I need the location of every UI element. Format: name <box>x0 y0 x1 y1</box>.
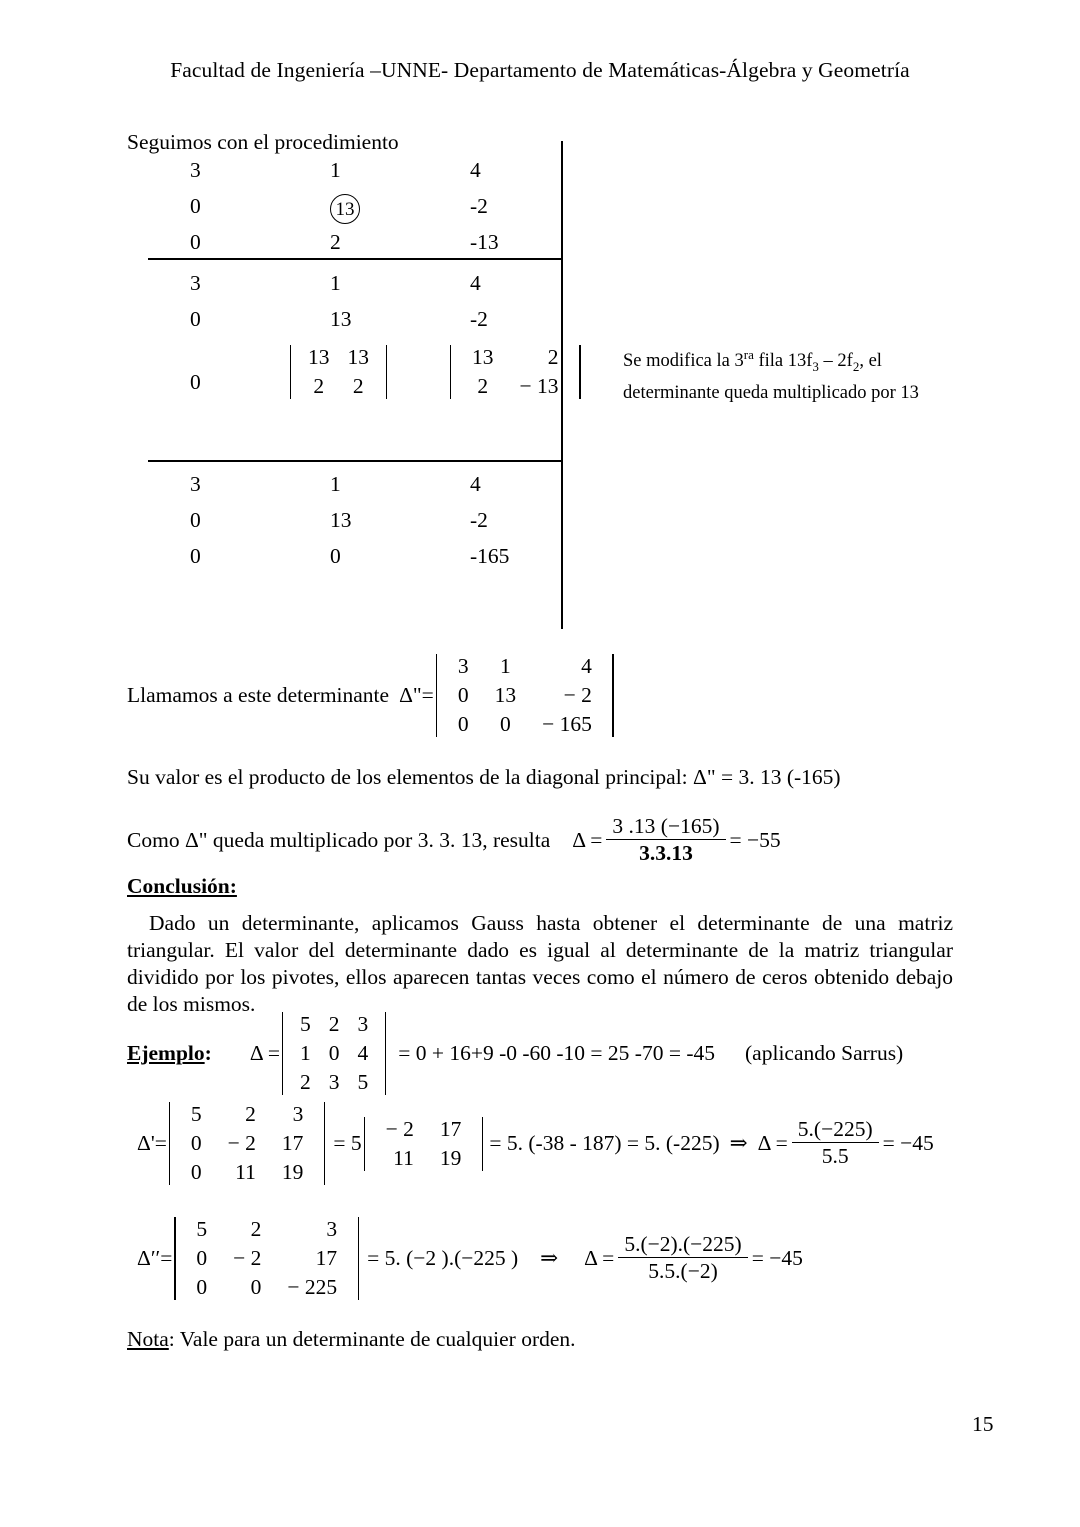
det-cell: 2 <box>477 374 489 398</box>
det-cell: 2 <box>547 345 559 369</box>
ejemplo-method: (aplicando Sarrus) <box>745 1041 904 1065</box>
matrix-cell: 13 <box>330 508 352 532</box>
det-row <box>445 710 605 739</box>
det-cell: 2 <box>299 1070 311 1094</box>
matrix-cell: 4 <box>470 158 481 182</box>
implies-arrow-icon: ⇒ <box>729 1131 748 1155</box>
det-cell: 19 <box>281 1160 304 1184</box>
matrix-cell: -2 <box>470 194 488 218</box>
matrix-cell: -165 <box>470 544 510 568</box>
matrix-cell: 1 <box>330 472 341 496</box>
det-cell: 2 <box>313 374 325 398</box>
det-cell: 0 <box>250 1275 262 1299</box>
matrix-cell: 0 <box>190 307 201 331</box>
fraction-denominator: 5.5.(−2) <box>618 1257 747 1283</box>
matrix-cell: 13 <box>330 307 352 331</box>
delta-prime-row <box>137 1100 934 1187</box>
matrix-cell: 4 <box>470 271 481 295</box>
fraction-numerator: 5.(−2).(−225) <box>624 1232 742 1256</box>
det-row <box>459 343 572 372</box>
det-cell: 5 <box>299 1012 311 1036</box>
det-cell: 0 <box>190 1160 202 1184</box>
det-cell: 0 <box>499 712 511 736</box>
matrix-step-2-top <box>190 265 630 337</box>
det-cell: 13 <box>494 683 517 707</box>
implies-arrow-icon: ⇒ <box>540 1246 559 1270</box>
det-cell: 0 <box>190 1131 202 1155</box>
det-cell: 17 <box>439 1116 462 1141</box>
valor-line: Su valor es el producto de los elementos de la diagonal principal: Δ" = 3. 13 (-165) <box>127 765 841 789</box>
det-cell: 13 <box>347 345 369 369</box>
det-cell: 3 <box>357 1012 369 1036</box>
fraction-result: = −55 <box>729 828 781 852</box>
det-cell: − 2 <box>563 683 592 707</box>
llamamos-label: Llamamos a este determinante <box>127 683 390 707</box>
ejemplo-delta-equals: Δ = <box>249 1041 280 1065</box>
fraction-denominator: 5.5 <box>792 1142 879 1168</box>
matrix-cell: 0 <box>330 544 341 568</box>
det-row <box>291 1039 377 1068</box>
circled-pivot-value: 13 <box>330 194 360 224</box>
matrix-cell: 3 <box>190 271 201 295</box>
det-cell: 3 <box>326 1217 338 1241</box>
fraction-numerator: 3 .13 (−165) <box>612 814 720 838</box>
delta-equals: Δ = <box>572 828 603 852</box>
ejemplo-colon: : <box>204 1041 212 1065</box>
matrix-cell: 3 <box>190 472 201 496</box>
det-cell: 4 <box>581 654 592 678</box>
nota-label: Nota <box>127 1327 169 1351</box>
minor-determinant-b <box>448 343 583 401</box>
como-prefix: Como Δ" queda multiplicado por 3. 3. 13, resulta <box>127 828 551 852</box>
det-cell: 5 <box>357 1070 369 1094</box>
ejemplo-row <box>127 1010 903 1097</box>
separator-rule-2 <box>148 460 562 462</box>
det-cell: − 2 <box>227 1131 256 1155</box>
matrix-cell: 0 <box>190 544 201 568</box>
det-row <box>183 1273 350 1302</box>
det-cell: 19 <box>439 1145 462 1170</box>
page-header: Facultad de Ingeniería –UNNE- Departamento de Matemáticas-Álgebra y Geometría <box>170 58 910 82</box>
det-cell: 2 <box>352 374 364 398</box>
det-cell: 1 <box>299 1041 311 1065</box>
fraction-denominator: 3.3.13 <box>606 839 725 865</box>
conclusion-paragraph: Dado un determinante, aplicamos Gauss hasta obtener el determinante de una matriz triangular. El valor del determinante dado es igual al determinante de la matriz triangular dividido por los pivotes, ellos aparecen tantas veces como el número de ceros obtenido debajo de los mismos. <box>127 911 953 1016</box>
nota-row <box>127 1327 576 1352</box>
como-line <box>127 815 781 866</box>
delta-prime-factor: = 5 <box>333 1131 362 1155</box>
det-row <box>299 343 378 372</box>
det-cell: 2 <box>245 1102 256 1126</box>
det-cell: 1 <box>499 654 511 678</box>
det-cell: 0 <box>196 1275 208 1299</box>
delta-double-prime-symbol: Δ′′= <box>137 1246 173 1270</box>
det-cell: 2 <box>250 1217 262 1241</box>
matrix-step-3 <box>190 466 630 574</box>
det-cell: − 2 <box>385 1116 414 1141</box>
matrix-step-2-row3-first: 0 <box>190 370 201 394</box>
delta-double-prime-symbol: Δ"= <box>399 683 434 707</box>
det-cell: 0 <box>328 1041 340 1065</box>
ejemplo-label: Ejemplo <box>127 1041 205 1065</box>
det-cell: − 2 <box>233 1246 262 1270</box>
det-cell: 3 <box>292 1102 304 1126</box>
fraction-delta-3 <box>618 1232 747 1283</box>
det-cell: 11 <box>393 1145 414 1170</box>
det-row <box>291 1068 377 1097</box>
intro-text: Seguimos con el procedimiento <box>127 130 399 154</box>
fraction-delta-2 <box>792 1117 879 1168</box>
matrix-cell: 1 <box>330 271 341 295</box>
delta-prime-symbol: Δ'= <box>137 1131 167 1155</box>
det-cell: 0 <box>196 1246 208 1270</box>
det-cell: 5 <box>196 1217 208 1241</box>
det-cell: 4 <box>357 1041 369 1065</box>
det-cell: 17 <box>281 1131 304 1155</box>
det-row <box>299 372 378 401</box>
det-row <box>445 681 605 710</box>
det-row <box>445 652 605 681</box>
side-note-line-1: Se modifica la $3^{ra}$ fila $13f_3 - 2f_2$, el <box>623 347 882 374</box>
side-note-line-2: determinante queda multiplicado por 13 <box>623 382 919 403</box>
delta-prime-step: = 5. (-38 - 187) = 5. (-225) <box>489 1131 720 1155</box>
matrix-cell: 0 <box>190 508 201 532</box>
matrix-cell: 2 <box>330 230 341 254</box>
delta-double-prime-step: = 5. (−2 ).(−225 ) <box>367 1246 519 1270</box>
det-row <box>183 1244 350 1273</box>
delta-double-prime-delta-equals: Δ = <box>584 1246 615 1270</box>
det-cell: 11 <box>235 1160 256 1184</box>
det-row <box>178 1158 317 1187</box>
det-cell: − 225 <box>287 1275 338 1299</box>
fraction-result: = −45 <box>882 1131 934 1155</box>
page-number: 15 <box>972 1412 994 1436</box>
det-cell: 5 <box>190 1102 202 1126</box>
matrix-cell-pivot <box>330 188 470 224</box>
delta-double-prime-row <box>137 1215 803 1302</box>
det-cell: 0 <box>457 712 469 736</box>
det-row <box>373 1115 475 1144</box>
matrix-cell: -2 <box>470 508 488 532</box>
det-row <box>178 1129 317 1158</box>
minor-determinant-a <box>288 343 389 401</box>
det-cell: − 13 <box>519 374 559 398</box>
conclusion-heading: Conclusión: <box>127 874 237 898</box>
nota-text: : Vale para un determinante de cualquier orden. <box>168 1327 576 1351</box>
llamamos-row <box>127 652 616 739</box>
det-cell: 2 <box>328 1012 340 1036</box>
matrix-cell: 1 <box>330 158 341 182</box>
det-cell: − 165 <box>542 712 592 736</box>
det-cell: 13 <box>308 345 330 369</box>
delta-prime-delta-equals: Δ = <box>757 1131 788 1155</box>
det-cell: 3 <box>457 654 469 678</box>
det-row <box>178 1100 317 1129</box>
matrix-step-1 <box>190 152 630 260</box>
fraction-numerator: 5.(−225) <box>797 1117 873 1141</box>
fraction-result: = −45 <box>751 1246 803 1270</box>
det-row <box>373 1144 475 1173</box>
delta-prime-minor <box>362 1115 486 1173</box>
separator-rule-1 <box>148 258 562 260</box>
ejemplo-determinant <box>280 1010 388 1097</box>
llamamos-determinant <box>434 652 616 739</box>
matrix-cell: 3 <box>190 158 201 182</box>
side-note <box>623 342 1023 406</box>
delta-double-prime-determinant <box>172 1215 361 1302</box>
matrix-cell: 0 <box>190 194 201 218</box>
fraction-delta-1 <box>606 814 725 865</box>
matrix-cell: -2 <box>470 307 488 331</box>
det-row <box>183 1215 350 1244</box>
det-row <box>459 372 572 401</box>
det-cell: 17 <box>315 1246 338 1270</box>
det-cell: 13 <box>472 345 494 369</box>
det-cell: 0 <box>457 683 469 707</box>
det-row <box>291 1010 377 1039</box>
matrix-cell: 0 <box>190 230 201 254</box>
det-cell: 3 <box>328 1070 340 1094</box>
ejemplo-result: = 0 + 16+9 -0 -60 -10 = 25 -70 = -45 <box>398 1041 716 1065</box>
matrix-cell: -13 <box>470 230 499 254</box>
delta-prime-determinant <box>167 1100 328 1187</box>
matrix-cell: 4 <box>470 472 481 496</box>
